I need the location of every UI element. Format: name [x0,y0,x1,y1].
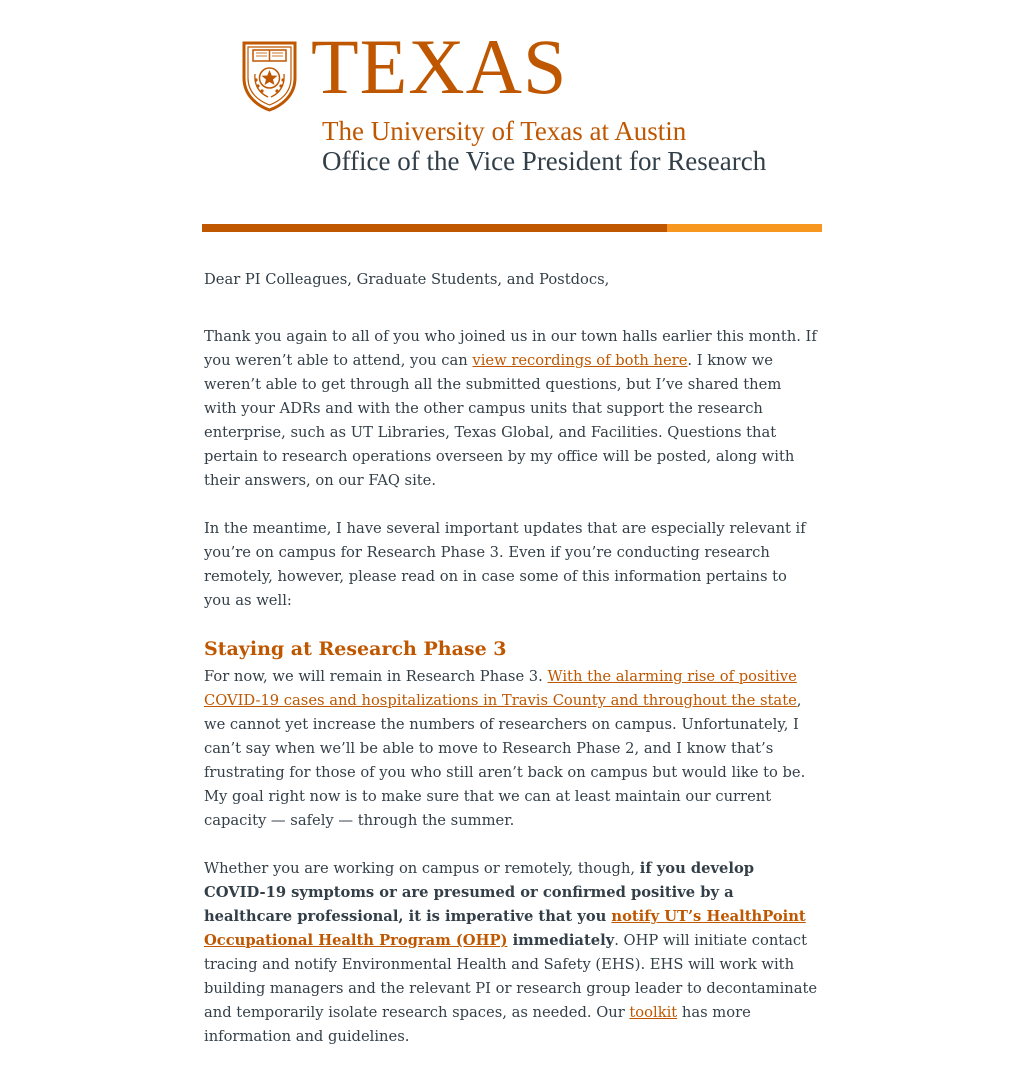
paragraph-phase-3 [204,665,818,833]
paragraph-symptoms [204,857,818,1049]
paragraph-text: Thank you again to all of you who joined us in our town halls earlier this month. If you weren’t able to attend, you can [204,328,817,369]
header-rule-dark [202,224,667,232]
paragraph-text: . OHP will initiate contact tracing and notify Environmental Health and Safety (EHS). EHS will work with building managers and the relevant PI or research group leader to decontaminate and temporarily isolate research spaces, as needed. Our [204,932,818,1021]
greeting: Dear PI Colleagues, Graduate Students, and Postdocs, [204,271,610,288]
office-name: Office of the Vice President for Research [322,146,767,176]
paragraph-text: For now, we will remain in Research Phase 3. [204,668,548,685]
paragraph-text: Whether you are working on campus or remotely, though, [204,860,640,877]
paragraph-updates: In the meantime, I have several important updates that are especially relevant if you’re on campus for Research Phase 3. Even if you’re conducting research remotely, however, please read on in case some of this information pertains to you as well: [204,520,806,609]
university-name: The University of Texas at Austin [322,116,687,146]
view-recordings-link[interactable]: view recordings of both here [472,352,688,369]
toolkit-link[interactable]: toolkit [629,1004,678,1021]
paragraph-text: has more information and guidelines. [204,1004,751,1045]
paragraph-town-halls [204,325,818,493]
ut-seal-shield-icon [241,40,298,112]
emphasis-text: immediately [507,932,615,949]
paragraph-text: . I know we weren’t able to get through all the submitted questions, but I’ve shared them with your ADRs and with the other campus units that support the research enterprise, such as UT Libraries, Texas Global, and Facilities. Questions that pertain to research operations overseen by my office will be posted, along with their answers, on our FAQ site. [204,352,795,489]
covid-cases-link[interactable]: With the alarming rise of positive COVID-19 cases and hospitalizations in Travis County and throughout the state [204,668,797,709]
section-heading-phase-3: Staying at Research Phase 3 [204,638,507,660]
letter-body [204,268,818,1073]
emphasis-text: if you develop COVID-19 symptoms or are presumed or confirmed positive by a healthcare professional, it is imperative that you [204,860,755,925]
header-rule-light [667,224,822,232]
healthpoint-ohp-link[interactable]: notify UT’s HealthPoint Occupational Health Program (OHP) [204,908,806,949]
texas-wordmark: TEXAS [311,23,568,110]
paragraph-text: , we cannot yet increase the numbers of researchers on campus. Unfortunately, I can’t say when we’ll be able to move to Research Phase 2, and I know that’s frustrating for those of you who still aren’t back on campus but would like to be. My goal right now is to make sure that we can at least maintain our current capacity — safely — through the summer. [204,692,806,829]
